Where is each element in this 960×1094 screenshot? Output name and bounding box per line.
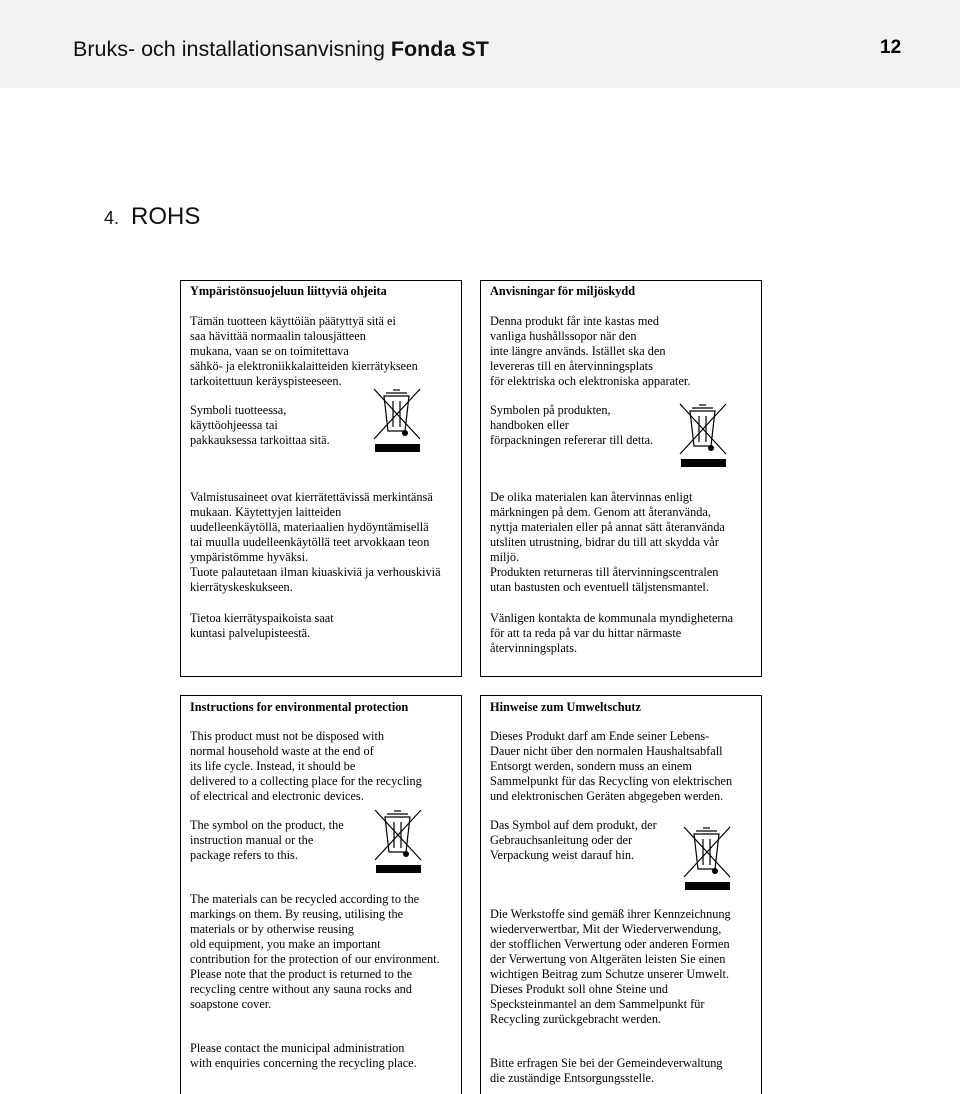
german-paragraph-4: Bitte erfragen Sie bei der Gemeindeverwaltung die zuständige Entsorgungsstelle.	[490, 1056, 723, 1085]
swedish-heading: Anvisningar för miljöskydd	[490, 284, 636, 298]
page-number: 12	[880, 37, 902, 58]
weee-bin-icon	[682, 825, 732, 890]
finnish-paragraph-3: Valmistusaineet ovat kierrätettävissä merkintänsä mukaan. Käytettyjen laitteiden uudelleenkäytöllä, materiaalien hydöyntämisellä tai muulla uudelleenkäytöllä teet arvokkaan teon ympäristömme hyväksi. Tuote palautetaan ilman kiuaskiviä ja verhouskiviä kierrätyskeskukseen.	[190, 490, 441, 594]
document-title	[73, 37, 489, 62]
weee-bin-icon	[678, 402, 728, 467]
finnish-heading: Ympäristönsuojeluun liittyviä ohjeita	[190, 284, 387, 298]
english-heading: Instructions for environmental protection	[190, 700, 409, 714]
section-number: 4.	[104, 208, 120, 228]
document-title-product: Fonda ST	[390, 37, 489, 61]
german-paragraph-1: Dieses Produkt darf am Ende seiner Lebens- Dauer nicht über den normalen Haushaltsabfall Entsorgt werden, sondern muss an einem Sammelpunkt für das Recycling von elektrischen und elektronischen Geräten abgegeben werden.	[490, 729, 733, 803]
english-paragraph-1: This product must not be disposed with normal household waste at the end of its life cycle. Instead, it should be delivered to a collecting place for the recycling of electrical and electronic devices.	[190, 729, 422, 803]
german-heading: Hinweise zum Umweltschutz	[490, 700, 641, 714]
crossed-out-wheelie-bin-icon	[678, 402, 728, 467]
document-title-plain: Bruks- och installationsanvisning	[73, 37, 385, 61]
section-heading	[104, 203, 200, 231]
english-paragraph-3: The materials can be recycled according to the markings on them. By reusing, utilising the materials or by otherwise reusing old equipment, you make an important contribution for the protection of our environment. Please note that the product is returned to the recycling centre without any sauna rocks and soapstone cover.	[190, 892, 440, 1011]
crossed-out-wheelie-bin-icon	[372, 387, 422, 452]
swedish-paragraph-2: Symbolen på produkten, handboken eller förpackningen refererar till detta.	[490, 403, 654, 447]
english-paragraph-2: The symbol on the product, the instruction manual or the package refers to this.	[190, 818, 344, 862]
crossed-out-wheelie-bin-icon	[682, 825, 732, 890]
finnish-paragraph-2: Symboli tuotteessa, käyttöohjeessa tai pakkauksessa tarkoittaa sitä.	[190, 403, 330, 447]
swedish-paragraph-1: Denna produkt får inte kastas med vanliga hushållssopor när den inte längre används. Istället ska den levereras till en återvinningsplats för elektriska och elektroniska apparater.	[490, 314, 691, 388]
weee-bin-icon	[372, 387, 422, 452]
section-title: ROHS	[131, 203, 201, 230]
finnish-paragraph-4: Tietoa kierrätyspaikoista saat kuntasi palvelupisteestä.	[190, 611, 334, 640]
crossed-out-wheelie-bin-icon	[373, 808, 423, 873]
english-paragraph-4: Please contact the municipal administration with enquiries concerning the recycling place.	[190, 1041, 417, 1070]
swedish-paragraph-3: De olika materialen kan återvinnas enligt märkningen på dem. Genom att återanvända, nyttja materialen eller på annat sätt återanvända utsliten utrustning, bidrar du till att skydda vår miljö. Produkten returneras till återvinningscentralen utan bastusten och eventuell täljstensmantel.	[490, 490, 725, 594]
german-paragraph-3: Die Werkstoffe sind gemäß ihrer Kennzeichnung wiederverwertbar, Mit der Wiederverwendung, der stofflichen Verwertung oder anderen Formen der Verwertung von Altgeräten leisten Sie einen wichtigen Beitrag zum Schutze unserer Umwelt. Dieses Produkt soll ohne Steine und Specksteinmantel an dem Sammelpunkt für Recycling zurückgebracht werden.	[490, 907, 731, 1026]
finnish-paragraph-1: Tämän tuotteen käyttöiän päätyttyä sitä ei saa hävittää normaalin talousjätteen mukana, vaan se on toimitettava sähkö- ja elektroniikkalaitteiden kierrätykseen tarkoitettuun keräyspisteeseen.	[190, 314, 418, 388]
swedish-paragraph-4: Vänligen kontakta de kommunala myndigheterna för att ta reda på var du hittar närmaste återvinningsplats.	[490, 611, 734, 655]
weee-bin-icon	[373, 808, 423, 873]
german-paragraph-2: Das Symbol auf dem produkt, der Gebrauchsanleitung oder der Verpackung weist darauf hin.	[490, 818, 657, 862]
